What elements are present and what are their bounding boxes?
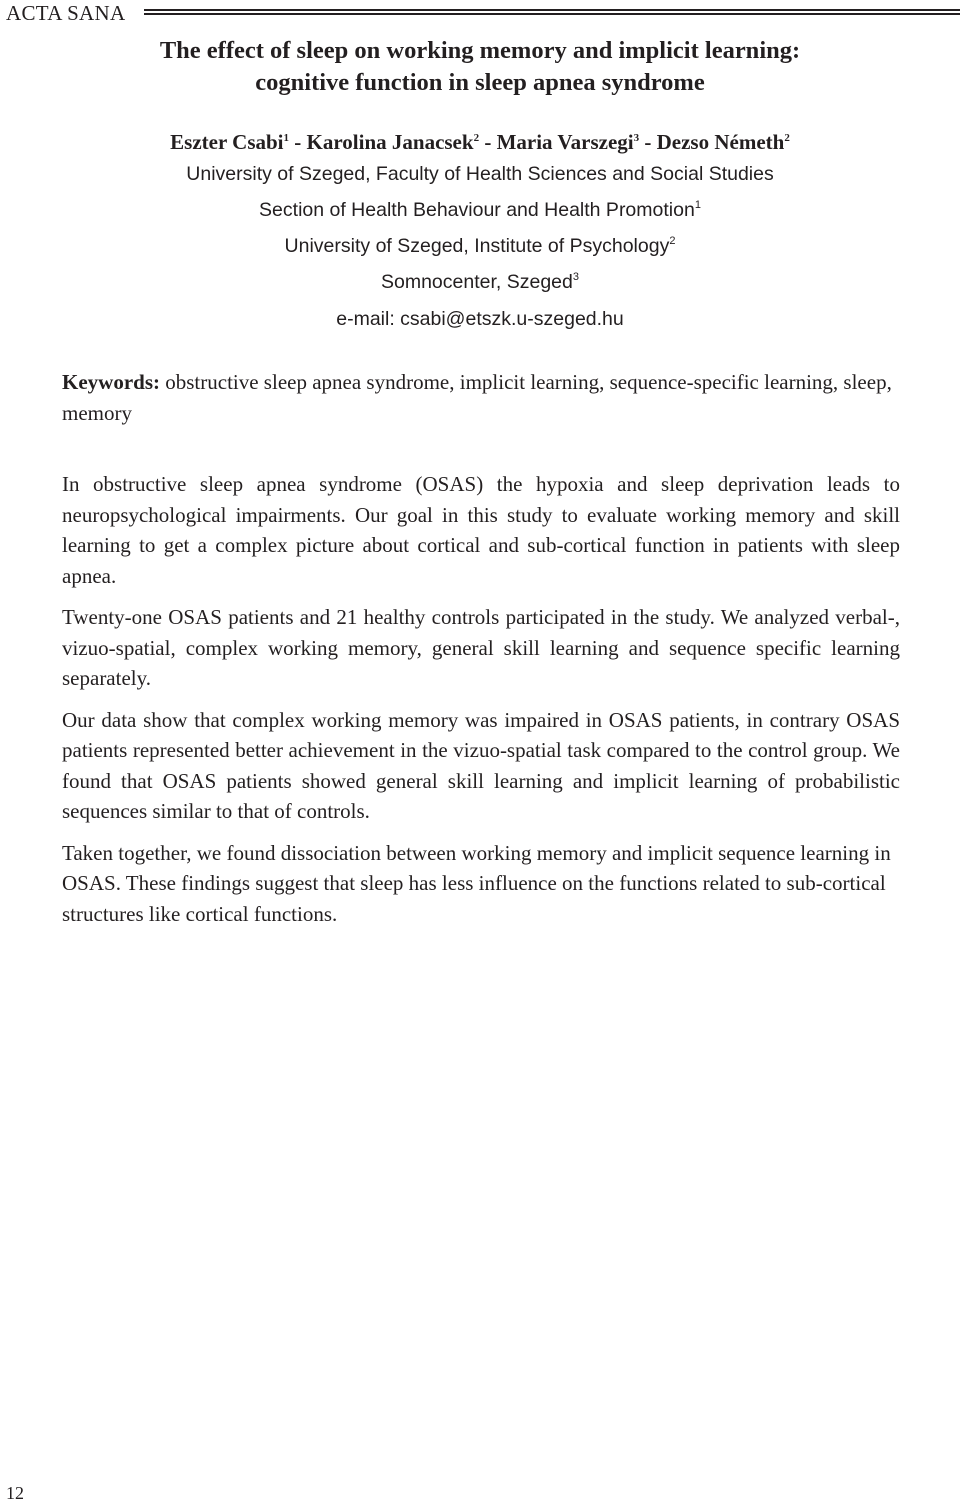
affiliation-text: Somnocenter, Szeged: [380, 271, 573, 293]
author-affiliation-mark: 2: [784, 132, 790, 144]
abstract-paragraph: Twenty-one OSAS patients and 21 healthy controls participated in the study. We analyzed verbal-, vizuo-spatial, complex working memory, general skill learning and sequence specific learning separately.: [62, 605, 900, 690]
affiliation-line: [0, 161, 960, 187]
journal-header: [6, 1, 960, 25]
header-double-rule: [144, 9, 960, 15]
affiliation-mark: 1: [694, 199, 701, 211]
affiliation-text: University of Szeged, Faculty of Health Sciences and Social Studies: [186, 163, 774, 185]
keywords: [62, 367, 900, 428]
author-separator: -: [639, 130, 657, 154]
author-affiliation-mark: 1: [283, 132, 290, 144]
abstract-paragraph: In obstructive sleep apnea syndrome (OSAS) the hypoxia and sleep deprivation leads to neuropsychological impairments. Our goal in this study to evaluate working memory and skill learning to get a complex picture about cortical and sub-cortical function in patients with sleep apnea.: [62, 472, 900, 588]
affiliation-line: [0, 233, 960, 259]
contact-email: e-mail: csabi@etszk.u-szeged.hu: [336, 308, 624, 330]
abstract-paragraph: Taken together, we found dissociation between working memory and implicit sequence learning in OSAS. These findings suggest that sleep has less influence on the functions related to sub-cortical structures like cortical functions.: [62, 840, 891, 926]
affiliation-line: [0, 197, 960, 223]
author-name: Eszter Csabi: [170, 130, 284, 154]
title-line-2: cognitive function in sleep apnea syndrome: [255, 69, 705, 96]
affiliation-line: [0, 269, 960, 295]
abstract-paragraph: Our data show that complex working memory was impaired in OSAS patients, in contrary OSAS patients represented better achievement in the vizuo-spatial task compared to the control group. We found that OSAS patients showed general skill learning and implicit learning of probabilistic sequences similar to that of controls.: [62, 707, 900, 823]
journal-name: ACTA SANA: [6, 1, 126, 25]
author-name: Karolina Janacsek: [306, 130, 474, 154]
title-line-1: The effect of sleep on working memory and implicit learning:: [159, 37, 801, 64]
article-title: [0, 35, 960, 99]
affiliation-text: Section of Health Behaviour and Health Promotion: [259, 199, 695, 221]
author-affiliation-mark: 2: [473, 132, 480, 144]
author-separator: -: [289, 130, 307, 154]
author-name: Maria Varszegi: [496, 130, 634, 154]
author-list: [0, 129, 960, 155]
author-affiliation-mark: 3: [633, 132, 640, 144]
author-name: Dezso Németh: [656, 130, 785, 154]
author-separator: -: [479, 130, 497, 154]
page-number: 12: [6, 1483, 24, 1503]
affiliation-mark: 2: [669, 235, 676, 247]
abstract-body: [62, 469, 900, 940]
affiliation-mark: 3: [572, 271, 579, 283]
keywords-text: obstructive sleep apnea syndrome, implicit learning, sequence-specific learning, sleep, memory: [62, 370, 892, 425]
keywords-label: Keywords:: [62, 370, 160, 394]
affiliation-text: University of Szeged, Institute of Psychology: [284, 235, 670, 257]
